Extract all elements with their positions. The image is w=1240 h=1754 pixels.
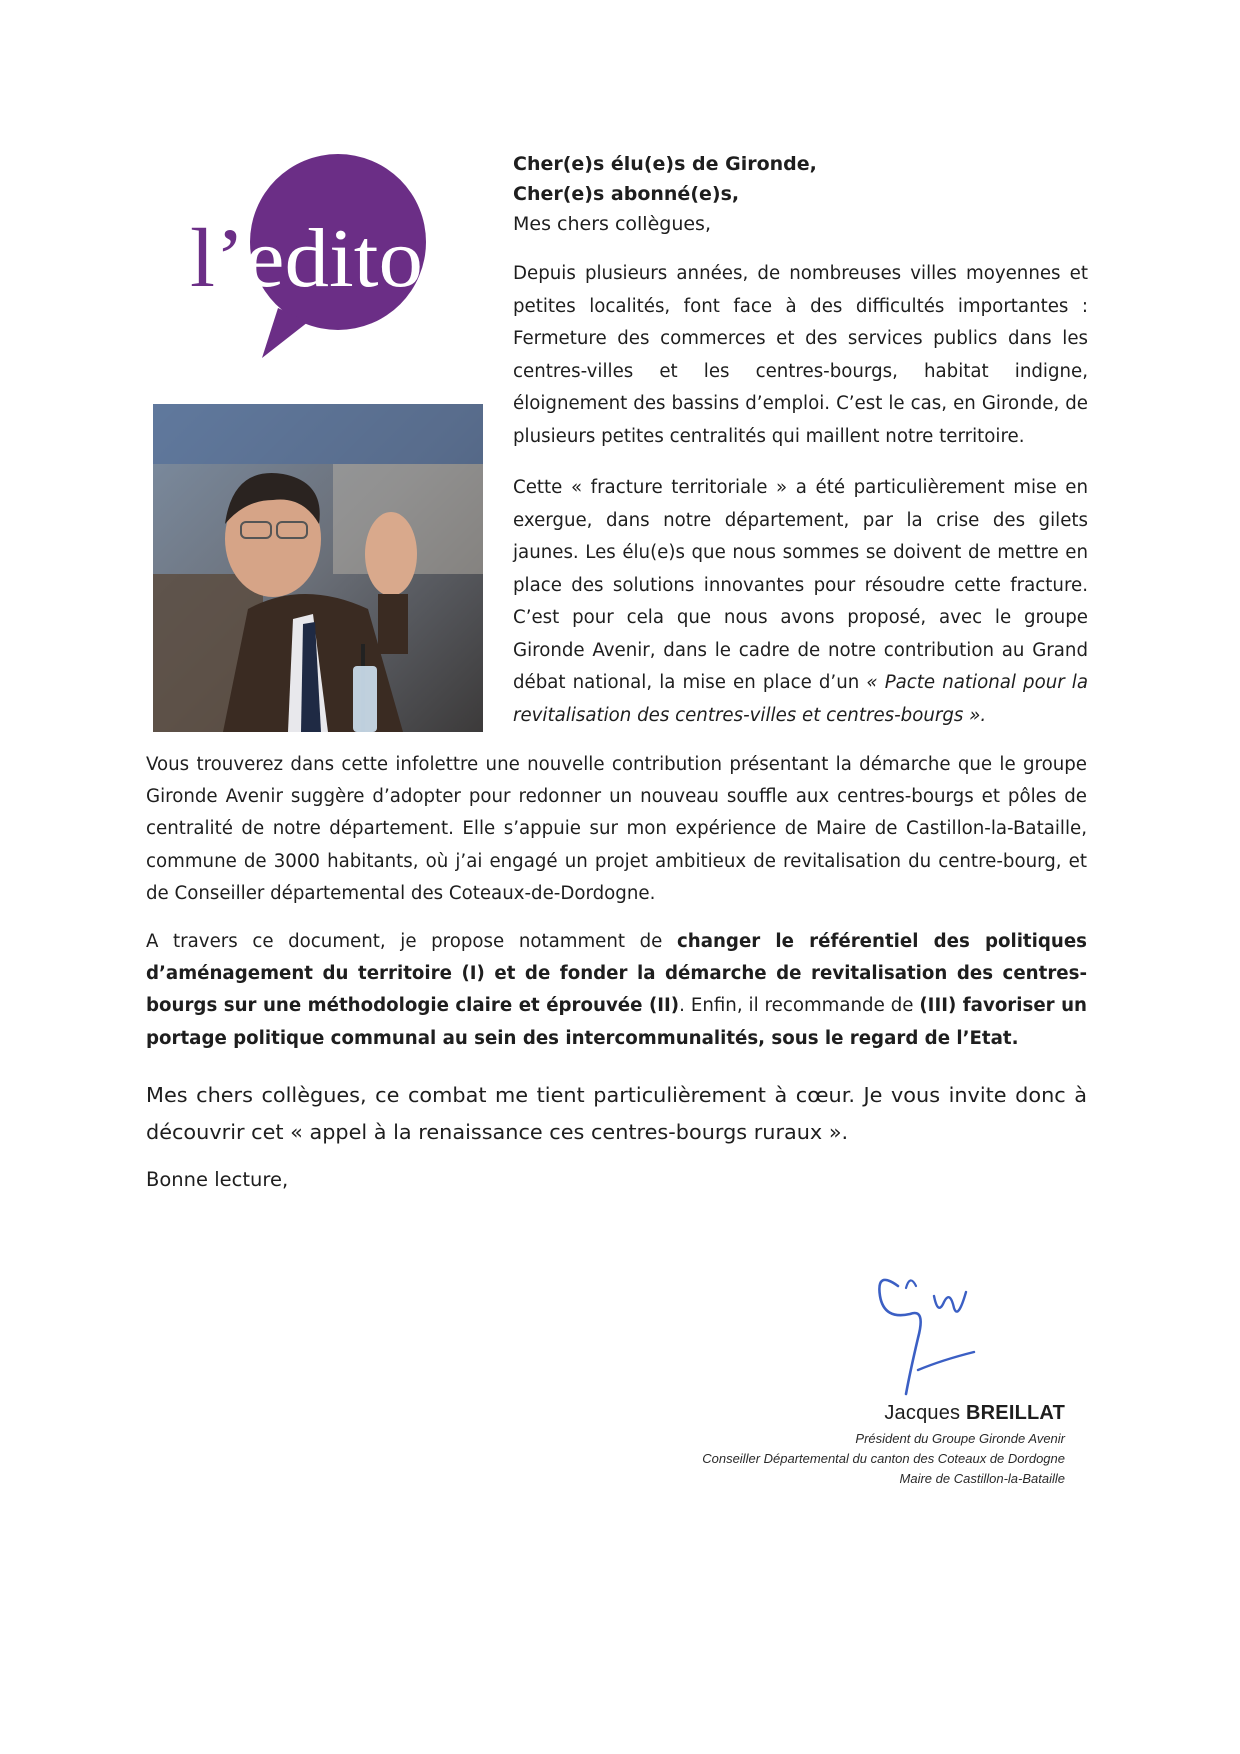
svg-text:edito: edito <box>245 212 423 305</box>
greeting-line-3: Mes chers collègues, <box>513 213 711 235</box>
signature <box>870 1268 985 1398</box>
paragraph-contribution: Vous trouverez dans cette infolettre une nouvelle contribution présentant la démarche que le groupe Gironde Avenir suggère d’adopter pour redonner un nouveau souffle aux centres-bourgs et pôles de centralité de notre département. Elle s’appuie sur mon expérience de Maire de Castillon-la-Bataille, commune de 3000 habitants, où j’ai engagé un projet ambitieux de revitalisation du centre-bourg, et de Conseiller départemental des Coteaux-de-Dordogne. <box>146 754 1087 904</box>
signature-icon <box>870 1268 985 1398</box>
greeting-line-2: Cher(e)s abonné(e)s, <box>513 183 740 205</box>
proposals-middle: . Enfin, il recommande de <box>679 995 920 1017</box>
signer-first-name: Jacques <box>884 1402 966 1424</box>
paragraph-intro: Depuis plusieurs années, de nombreuses villes moyennes et petites localités, font face à des difficultés importantes : Fermeture des commerces et des services publics dans les centres-villes et les centres-bourgs, habitat indigne, éloignement des bassins d’emploi. C’est le cas, en Gironde, de plusieurs petites centralités qui maillent notre territoire. <box>513 263 1088 447</box>
paragraph-fracture <box>513 472 1088 732</box>
edito-logo <box>190 150 440 360</box>
paragraph-invitation: Mes chers collègues, ce combat me tient particulièrement à cœur. Je vous invite donc à découvrir cet « appel à la renaissance ces centres-bourgs ruraux ». <box>146 1083 1087 1144</box>
proposals-intro: A travers ce document, je propose notamment de <box>146 931 677 952</box>
speaker-photo <box>153 404 483 732</box>
pacte-title: « Pacte national pour la revitalisation des centres-villes et centres-bourgs ». <box>513 672 1088 726</box>
signer-role-3: Maire de Castillon-la-Bataille <box>899 1471 1065 1486</box>
closing: Bonne lecture, <box>146 1168 289 1191</box>
greeting <box>513 149 1088 239</box>
svg-text:l’: l’ <box>190 212 245 305</box>
proposals-bold-1: changer le référentiel des politiques d’aménagement du territoire (I) et de fonder la démarche de revitalisation des centres-bourgs sur une méthodologie claire et éprouvée (II) <box>146 931 1087 1017</box>
greeting-line-1: Cher(e)s élu(e)s de Gironde, <box>513 153 817 175</box>
paragraph-proposals <box>146 926 1087 1055</box>
paragraph-fracture-text: Cette « fracture territoriale » a été particulièrement mise en exergue, dans notre département, par la crise des gilets jaunes. Les élu(e)s que nous sommes se doivent de mettre en place des solutions innovantes pour résoudre cette fracture. C’est pour cela que nous avons proposé, avec le groupe Gironde Avenir, dans le cadre de notre contribution au Grand débat national, la mise en place d’un <box>513 477 1088 693</box>
proposals-bold-2: (III) favoriser un portage politique communal au sein des intercommunalités, sous le regard de l’Etat. <box>146 995 1088 1049</box>
speech-bubble-icon <box>190 150 440 360</box>
signer-last-name: BREILLAT <box>966 1402 1065 1424</box>
signer-role-2: Conseiller Départemental du canton des Coteaux de Dordogne <box>702 1451 1065 1466</box>
logo-wordmark <box>190 212 245 305</box>
signer-name <box>702 1402 1065 1425</box>
signer-role-1: Président du Groupe Gironde Avenir <box>855 1431 1065 1446</box>
signer-block <box>702 1402 1065 1489</box>
